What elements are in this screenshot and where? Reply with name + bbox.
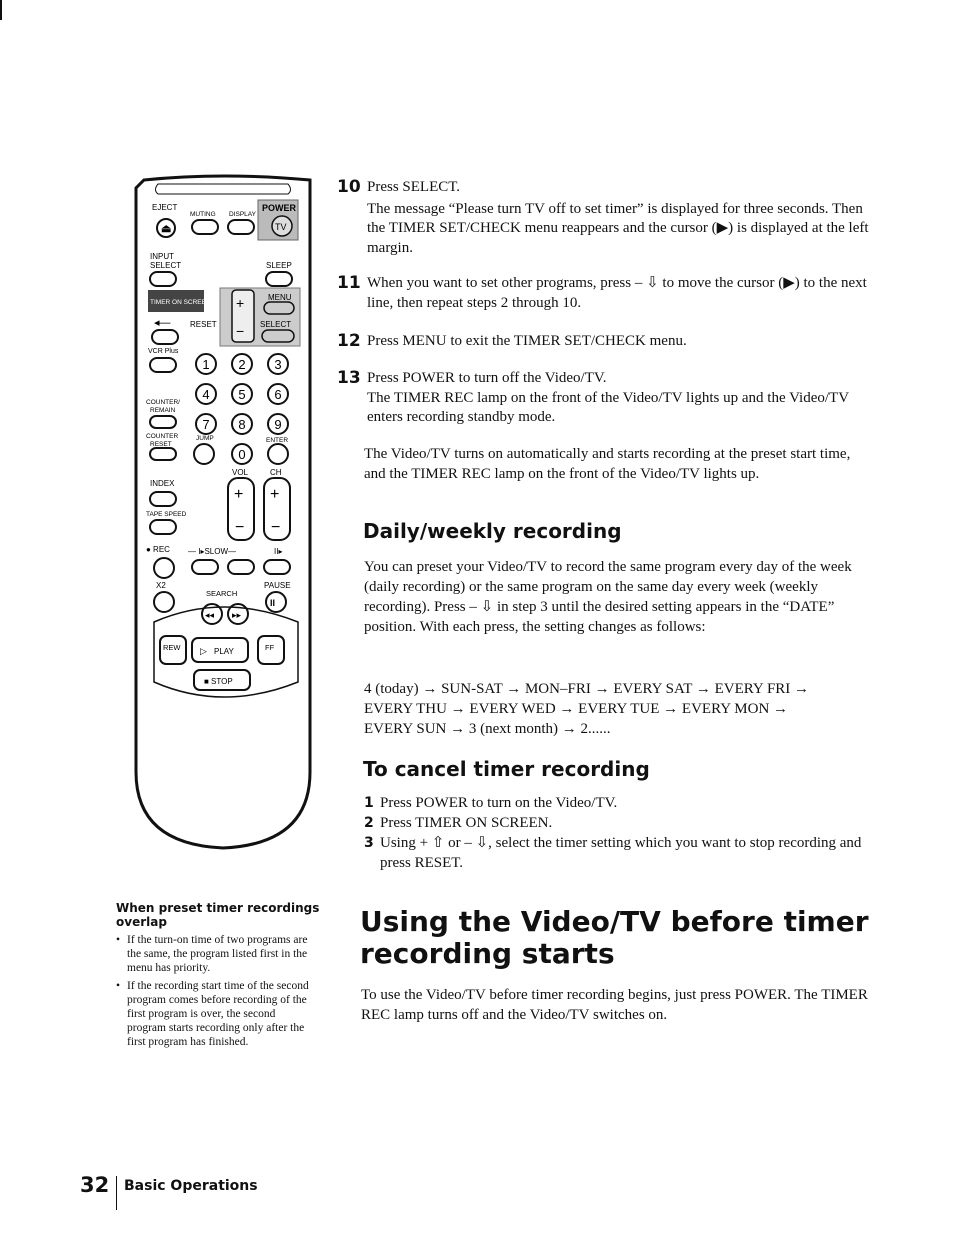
svg-text:COUNTER/: COUNTER/ [146,399,180,406]
step-number: 13 [337,368,361,388]
step-number: 10 [337,177,361,197]
svg-text:⏏: ⏏ [161,223,172,235]
svg-text:RESET: RESET [150,441,172,448]
remote-vcr-plus-label: VCR Plus [148,348,179,355]
svg-text:REMAIN: REMAIN [150,407,176,414]
remote-rew-label: REW [163,643,181,652]
sequence-line: EVERY SUN → 3 (next month) → 2...... [364,721,611,737]
list-item: • If the recording start time of the second program comes before recording of the first program is over, the second program starts recording only after the first program has finished. [116,979,316,1049]
remote-reset-label: RESET [190,320,217,329]
sidebar-heading: When preset timer recordings overlap [116,901,320,929]
remote-ff-label: FF [265,643,275,652]
step-13-extra: The Video/TV turns on automatically and starts recording at the preset start time, and the TIMER REC lamp on the front of the Video/TV lights up. [364,446,851,482]
svg-text:1: 1 [202,357,210,372]
step-text: Press SELECT. [367,179,461,195]
sidebar-notes [116,933,316,1053]
remote-sleep-label: SLEEP [266,261,292,270]
svg-text:◂◂: ◂◂ [205,610,215,620]
remote-stop-label: ■ STOP [204,677,233,686]
remote-tv-label: TV [275,222,287,232]
remote-tape-speed-label: TAPE SPEED [146,511,187,518]
list-item: • If the turn-on time of two programs are the same, the program listed first in the menu has priority. [116,933,316,975]
svg-text:5: 5 [238,387,246,402]
svg-text:6: 6 [274,387,282,402]
svg-text:9: 9 [274,417,282,432]
remote-select-label: SELECT [260,320,292,329]
remote-enter-label: ENTER [266,437,289,444]
step-text: The message “Please turn TV off to set timer” is displayed for three seconds. Then the TIMER SET/CHECK menu reappears and the cursor (▶) is displayed at the left margin. [367,200,869,256]
svg-text:8: 8 [238,417,246,432]
page-number: 32 [80,1173,110,1197]
step-text: Press POWER to turn off the Video/TV. [367,370,607,386]
cancel-steps [364,793,884,873]
svg-text:+: + [234,486,244,503]
svg-text:−: − [271,519,281,536]
sequence-line: 4 (today) → SUN-SAT → MON–FRI → EVERY SAT → EVERY FRI → [364,681,810,697]
crop-mark [0,0,2,20]
remote-eject-label: EJECT [152,203,178,212]
svg-text:▸▸: ▸▸ [232,610,242,620]
daily-weekly-sequence [364,679,874,739]
remote-display-label: DISPLAY [229,211,256,218]
remote-jump-label: JUMP [196,435,214,442]
section-paragraph: To use the Video/TV before timer recording begins, just press POWER. The TIMER REC lamp turns off and the Video/TV switches on. [361,987,868,1023]
remote-rec-label: ● REC [146,545,170,554]
section-title: Using the Video/TV before timer recording starts [360,905,869,970]
svg-text:▷: ▷ [200,646,207,656]
daily-weekly-heading: Daily/weekly recording [363,519,622,543]
svg-text:−: − [236,323,245,339]
step-13 [337,369,882,428]
svg-text:3: 3 [274,357,282,372]
remote-power-label: POWER [262,203,297,213]
svg-text:COUNTER: COUNTER [146,433,179,440]
svg-text:II: II [270,598,276,608]
step-11 [337,274,882,313]
remote-control-illustration [128,172,318,854]
footer-section-name: Basic Operations [124,1178,258,1194]
remote-search-label: SEARCH [206,589,238,598]
svg-text:◂—: ◂— [154,317,171,329]
svg-text:INPUT: INPUT [150,252,174,261]
svg-text:SELECT: SELECT [150,261,182,270]
remote-muting-label: MUTING [190,211,216,218]
step-12 [337,332,882,352]
svg-text:+: + [270,486,280,503]
list-item: 1 Press POWER to turn on the Video/TV. [364,795,618,811]
remote-pause-label: PAUSE [264,581,291,590]
sequence-line: EVERY THU → EVERY WED → EVERY TUE → EVERY MON → [364,701,789,717]
remote-ch-label: CH [270,468,282,477]
svg-text:0: 0 [238,447,246,462]
remote-x2-label: X2 [156,581,166,590]
list-item: 2 Press TIMER ON SCREEN. [364,815,553,831]
svg-text:−: − [235,519,245,536]
step-text: When you want to set other programs, press – ⇩ to move the cursor (▶) to the next line, then repeat steps 2 through 10. [367,275,867,311]
step-number: 11 [337,273,361,293]
remote-play-label: PLAY [214,647,234,656]
remote-index-label: INDEX [150,479,175,488]
step-10 [337,178,882,258]
list-item: 3 Using + ⇧ or – ⇩, select the timer setting which you want to stop recording and press RESET. [364,835,862,871]
step-number: 12 [337,331,361,351]
svg-text:4: 4 [202,387,210,402]
svg-text:+: + [236,295,245,311]
cancel-heading: To cancel timer recording [363,757,650,781]
footer-divider [116,1176,117,1210]
svg-text:7: 7 [202,417,210,432]
daily-weekly-paragraph: You can preset your Video/TV to record the same program every day of the week (daily recording) or the same program on the same day every week (weekly recording). Press – ⇩ in step 3 until the desired setting appears in the “DATE” position. With each press, the setting changes as follows: [364,559,852,635]
remote-menu-label: MENU [268,293,292,302]
remote-vol-label: VOL [232,468,249,477]
step-text: The TIMER REC lamp on the front of the Video/TV lights up and the Video/TV enters recording standby mode. [367,389,849,425]
step-text: Press MENU to exit the TIMER SET/CHECK menu. [367,333,687,349]
remote-slow-label: — I▸SLOW— [188,547,237,556]
svg-text:TIMER ON SCREEN: TIMER ON SCREEN [150,299,211,306]
svg-text:II▸: II▸ [274,547,283,556]
svg-text:2: 2 [238,357,246,372]
